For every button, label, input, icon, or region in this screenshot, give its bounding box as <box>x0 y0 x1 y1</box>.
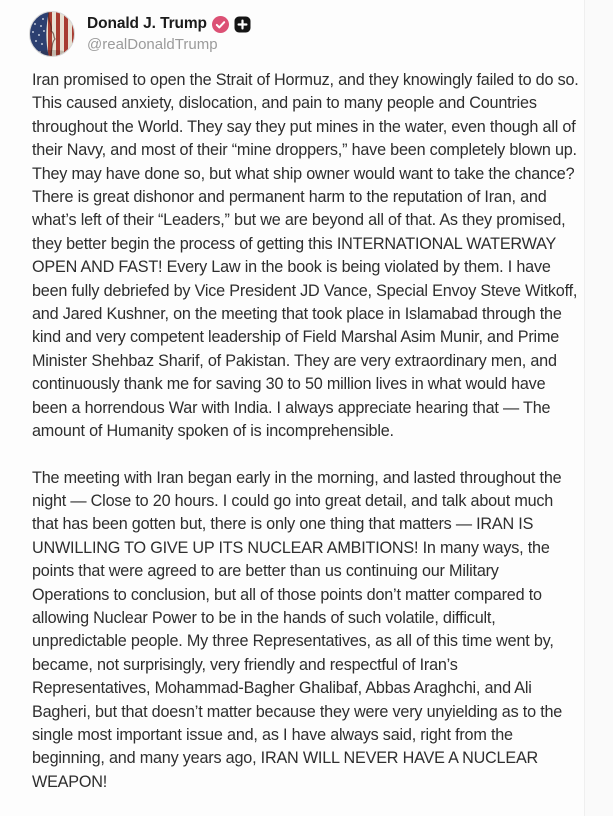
verified-badge-icon <box>212 16 229 33</box>
display-name[interactable]: Donald J. Trump <box>87 15 207 32</box>
user-handle[interactable]: @realDonaldTrump <box>87 36 218 53</box>
avatar-flag-portrait-image <box>29 11 75 57</box>
post-body <box>0 58 580 794</box>
name-row <box>87 15 251 33</box>
plus-badge-icon <box>234 16 251 33</box>
post-paragraph: The meeting with Iran began early in the morning, and lasted throughout the night — Close to 20 hours. I could go into great detail, and talk about much that has been gotten but, there is only one thing that matters — IRAN IS UNWILLING TO GIVE UP ITS NUCLEAR AMBITIONS! In many ways, the points that were agreed to are better than us continuing our Military Operations to conclusion, but all of those points don’t matter compared to allowing Nuclear Power to be in the hands of such volatile, difficult, unpredictable people. My three Representatives, as all of this time went by, became, not surprisingly, very friendly and respectful of Iran’s Representatives, Mohammad-Bagher Ghalibaf, Abbas Araghchi, and Ali Bagheri, but that doesn’t matter because they were very unyielding as to the single most important issue and, as I have always said, right from the beginning, and many years ago, IRAN WILL NEVER HAVE A NUCLEAR WEAPON! <box>32 468 563 791</box>
post-header <box>0 10 580 58</box>
user-identity <box>87 15 251 53</box>
avatar[interactable] <box>29 11 75 57</box>
post-paragraph: Iran promised to open the Strait of Hormuz, and they knowingly failed to do so. This caused anxiety, dislocation, and pain to many people and Countries throughout the World. They say they put mines in the water, even though all of their Navy, and most of their “mine droppers,” have been completely blown up. They may have done so, but what ship owner would want to take the chance? There is great dishonor and permanent harm to the reputation of Iran, and what’s left of their “Leaders,” but we are beyond all of that. As they promised, they better begin the process of getting this INTERNATIONAL WATERWAY OPEN AND FAST! Every Law in the book is being violated by them. I have been fully debriefed by Vice President JD Vance, Special Envoy Steve Witkoff, and Jared Kushner, on the meeting that took place in Islamabad through the kind and very competent leadership of Field Marshal Asim Munir, and Prime Minister Shehbaz Sharif, of Pakistan. They are very extraordinary men, and continuously thank me for saving 30 to 50 million lives in what would have been a horrendous War with India. I always appreciate hearing that — The amount of Humanity spoken of is incomprehensible. <box>32 71 579 441</box>
